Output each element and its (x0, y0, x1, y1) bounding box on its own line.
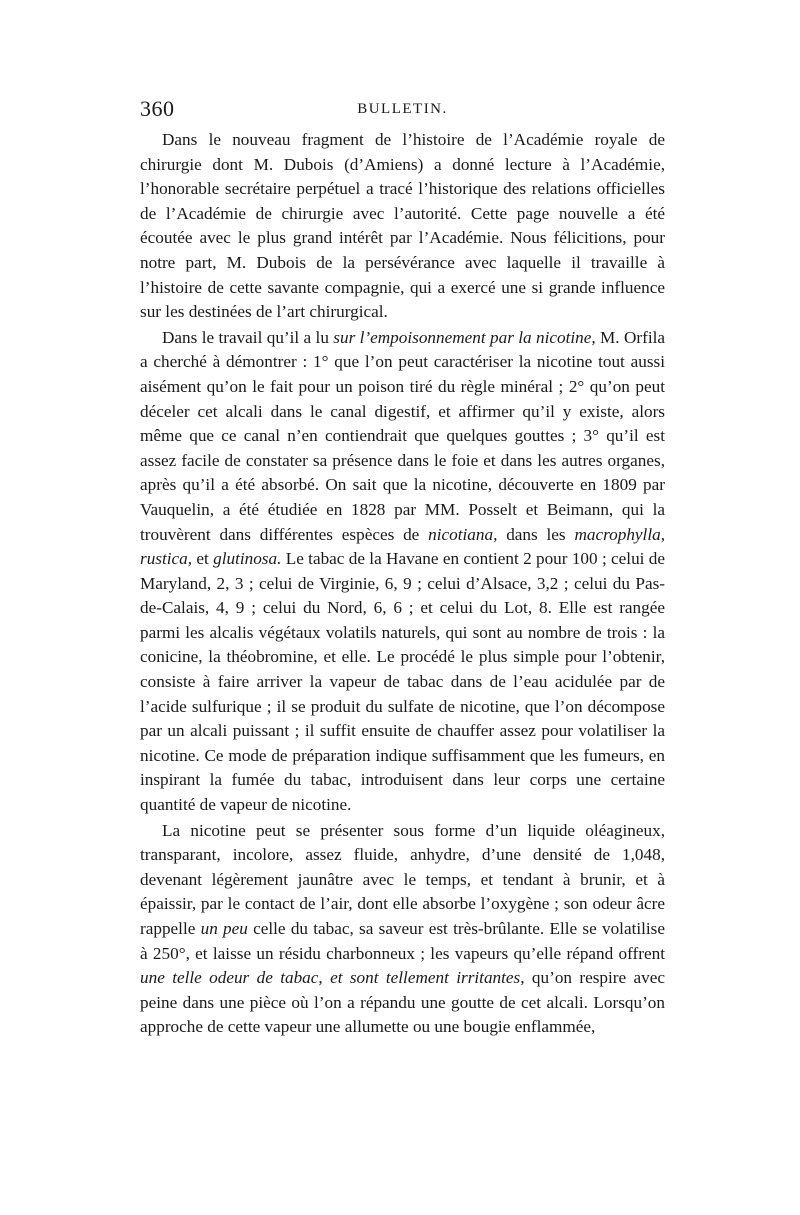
text-run: M. Orfila a cherché à démontrer : 1° que l’on peut caractériser la nicotine tout aussi aisément qu’on le fait pour un poison tiré du règle minéral ; 2° qu’on peut déceler cet alcali dans le canal digestif, et affirmer qu’il y existe, alors même que ce canal n’en contiendrait que quelques gouttes ; 3° qu’il est assez facile de constater sa présence dans le foie et dans les autres organes, après qu’il a été absorbé. On sait que la nicotine, découverte en 1809 par Vauquelin, a été étudiée en 1828 par MM. Posselt et Beimann, qui la trouvèrent dans différentes espèces de (140, 327, 666, 544)
italic-run: un peu (200, 919, 248, 938)
text-run: La nicotine peut se présenter sous forme d’un liquide oléagineux, transparant, incolore, assez fluide, anhydre, d’une densité de 1,048, devenant légèrement jaunâtre avec le temps, et tendant à brunir, et à épaissir, par le contact de l’air, dont elle absorbe l’oxygène ; son odeur âcre rappelle (140, 820, 665, 938)
text-run: et (192, 549, 214, 569)
text-run: dans les (497, 524, 575, 544)
italic-run: macrophylla, rustica, (140, 524, 665, 569)
running-title: BULLETIN. (357, 101, 448, 117)
text-run: qu’on respire avec peine dans une pièce où l’on a répandu une goutte de cet alcali. Lorsqu’on approche de cette vapeur une allumette ou une bougie enflammée, (140, 968, 665, 1037)
paragraph-nicotine-properties (140, 819, 665, 1040)
page-header (140, 96, 665, 126)
text-run: Dans le travail qu’il a lu (162, 327, 334, 347)
article-body (140, 128, 665, 1040)
text-run: celle du tabac, sa saveur est très-brûlante. Elle se volatilise à 250°, et laisse un résidu charbonneux ; les vapeurs qu’elle répand offrent (140, 919, 665, 963)
text-run: Le tabac de la Havane en contient 2 pour 100 ; celui de Maryland, 2, 3 ; celui de Virginie, 6, 9 ; celui d’Alsace, 3,2 ; celui du Pas-de-Calais, 4, 9 ; celui du Nord, 6, 6 ; et celui du Lot, 8. Elle est rangée parmi les alcalis végétaux volatils naturels, qui sont au nombre de trois : la conicine, la théobromine, et elle. Le procédé le plus simple pour l’obtenir, consiste à faire arriver la vapeur de tabac dans de l’eau acidulée par de l’acide sulfurique ; il se produit du sulfate de nicotine, que l’on décompose par un alcali puissant ; il suffit ensuite de chauffer assez pour volatiliser la nicotine. Ce mode de préparation indique suffisamment que les fumeurs, en inspirant la fumée du tabac, introduisent dans leur corps une certaine quantité de vapeur de nicotine. (140, 549, 665, 815)
italic-run: une telle odeur de tabac, et sont tellement irritantes, (140, 968, 525, 988)
paragraph-nicotine-orfila (140, 326, 665, 818)
italic-run: sur l’empoisonnement par la nicotine, (333, 327, 596, 347)
paragraph-academie: Dans le nouveau fragment de l’histoire de l’Académie royale de chirurgie dont M. Dubois (d’Amiens) a donné lecture à l’Académie, l’honorable secrétaire perpétuel a tracé l’historique des relations officielles de l’Académie de chirurgie avec l’autorité. Cette page nouvelle a été écoutée avec le plus grand intérêt par l’Académie. Nous félicitions, pour notre part, M. Dubois de la persévérance avec laquelle il travaille à l’histoire de cette savante compagnie, qui a exercé une si grande influence sur les destinées de l’art chirurgical. (140, 130, 665, 322)
page-number: 360 (140, 96, 175, 121)
italic-run: nicotiana, (428, 524, 498, 544)
italic-run: glutinosa. (213, 549, 282, 569)
